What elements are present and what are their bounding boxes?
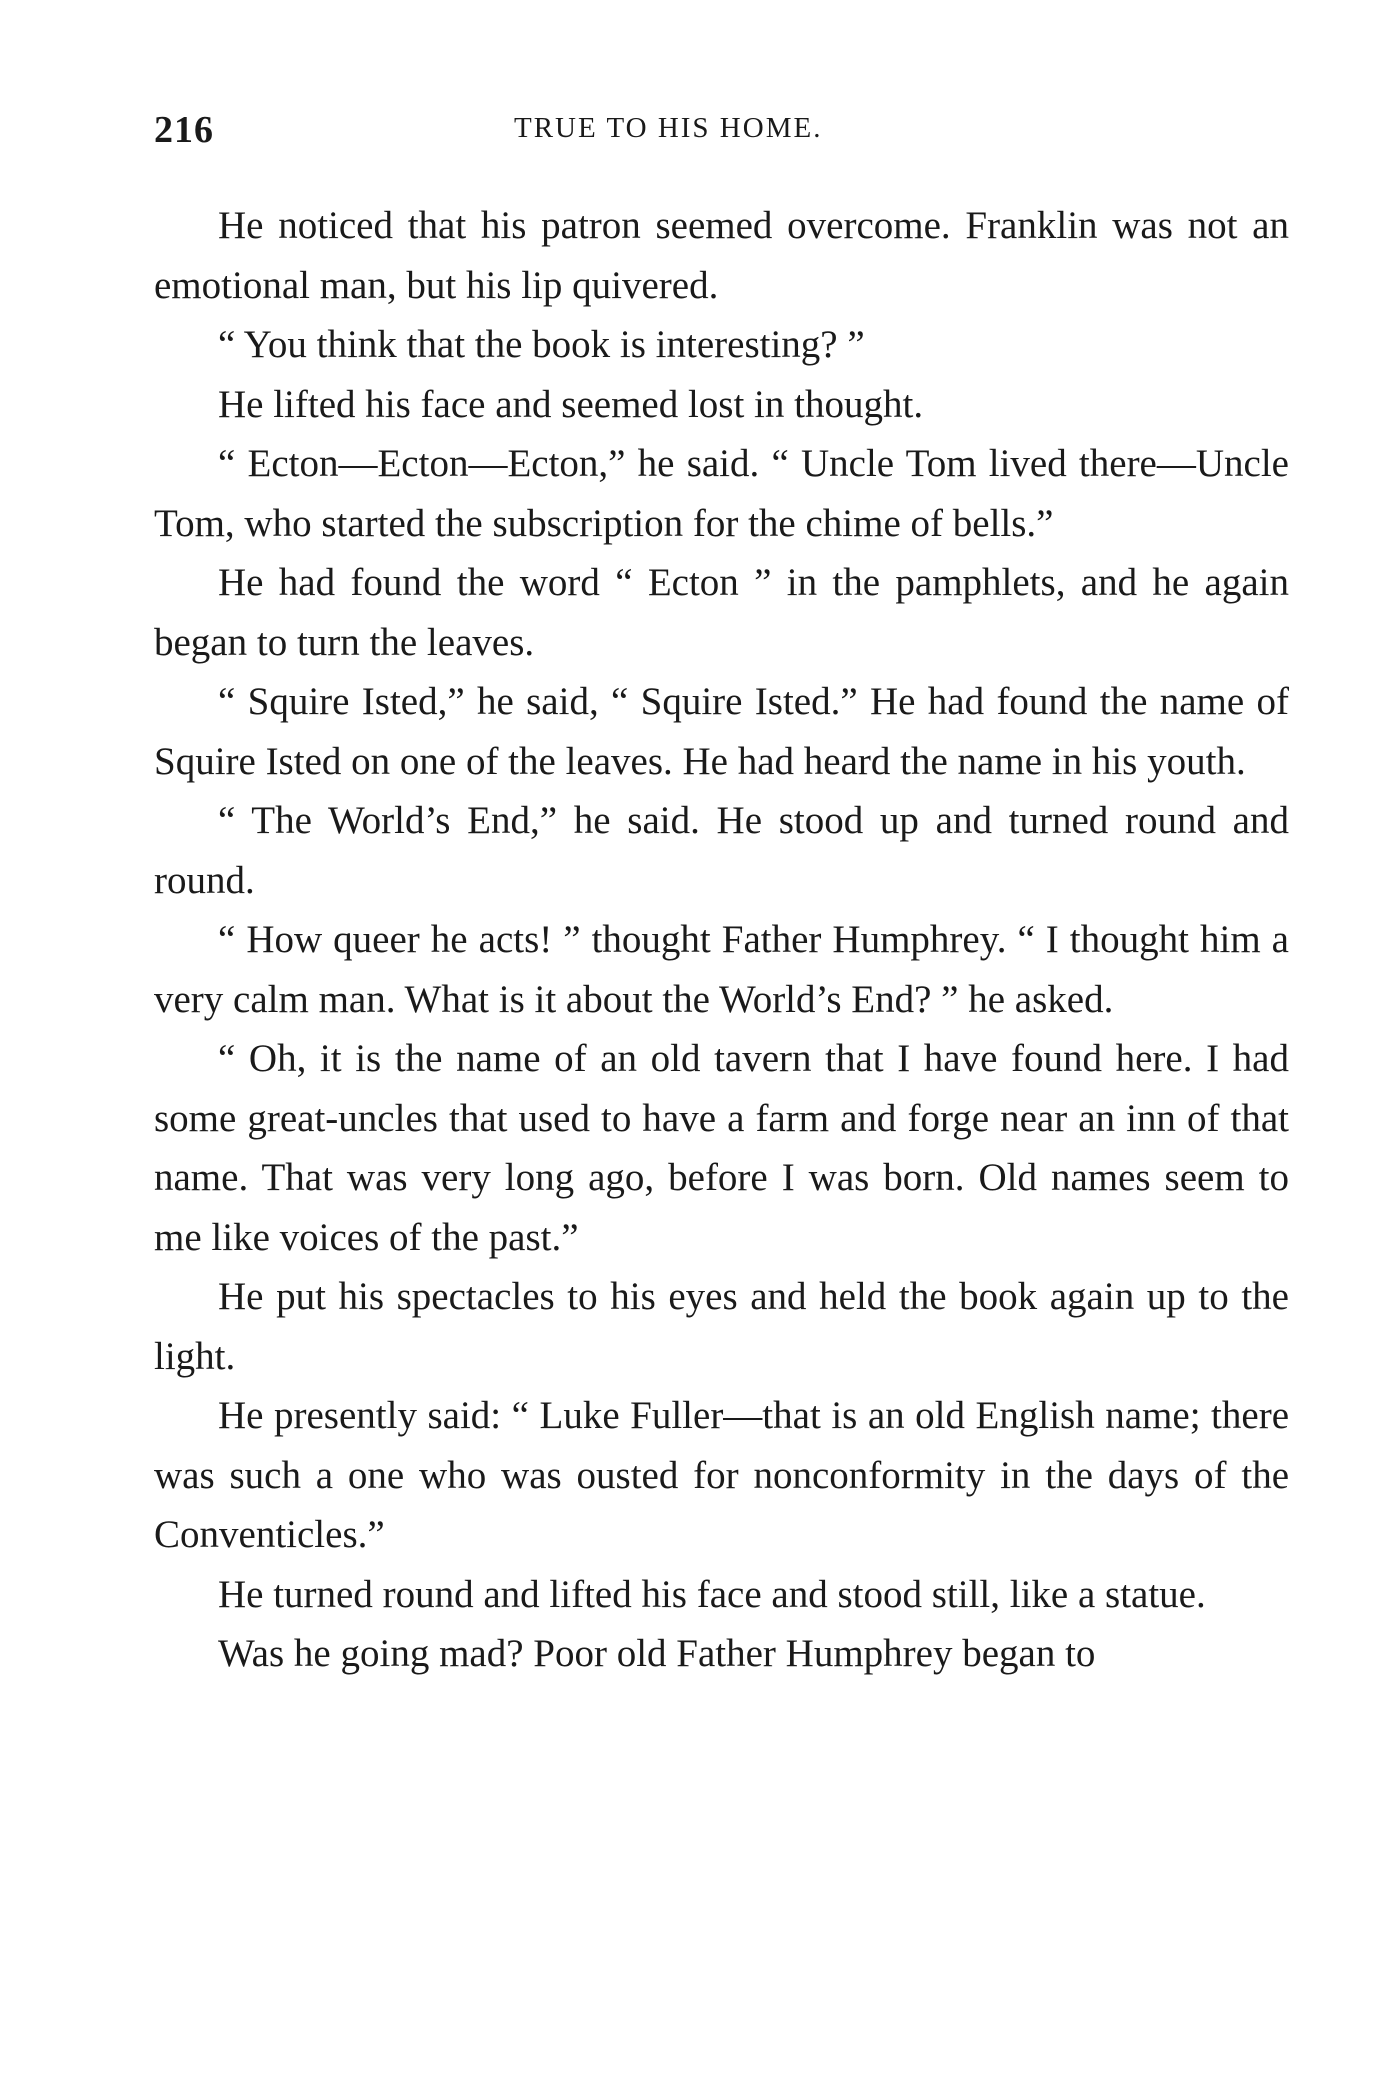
paragraph: Was he going mad? Poor old Father Humphrey began to	[218, 1632, 1096, 1675]
paragraph: He turned round and lifted his face and stood still, like a statue.	[218, 1572, 1206, 1616]
page-number: 216	[154, 109, 214, 151]
running-title: TRUE TO HIS HOME.	[514, 112, 823, 144]
paragraph: He noticed that his patron seemed overcome. Franklin was not an emotional man, but his lip quivered.	[154, 204, 1289, 307]
paragraph: He lifted his face and seemed lost in thought.	[218, 382, 924, 426]
paragraph: He presently said: “ Luke Fuller—that is an old English name; there was such a one who was ousted for nonconformity in the days of the Conventicles.”	[154, 1394, 1289, 1556]
paragraph: He had found the word “ Ecton ” in the pamphlets, and he again began to turn the leaves.	[154, 561, 1289, 664]
page-header	[154, 108, 1289, 158]
paragraph: “ How queer he acts! ” thought Father Humphrey. “ I thought him a very calm man. What is it about the World’s End? ” he asked.	[154, 918, 1289, 1021]
paragraph: He put his spectacles to his eyes and held the book again up to the light.	[154, 1275, 1289, 1378]
paragraph: “ The World’s End,” he said. He stood up and turned round and round.	[154, 799, 1289, 902]
paragraph: “ You think that the book is interesting? ”	[218, 323, 865, 366]
paragraph: “ Oh, it is the name of an old tavern that I have found here. I had some great-uncles that used to have a farm and forge near an inn of that name. That was very long ago, before I was born. Old names seem to me like voices of the past.”	[154, 1037, 1289, 1259]
paragraph: “ Squire Isted,” he said, “ Squire Isted.” He had found the name of Squire Isted on one of the leaves. He had heard the name in his youth.	[154, 680, 1289, 783]
body-text	[154, 196, 1289, 1684]
paragraph: “ Ecton—Ecton—Ecton,” he said. “ Uncle Tom lived there—Uncle Tom, who started the subscription for the chime of bells.”	[154, 442, 1289, 545]
